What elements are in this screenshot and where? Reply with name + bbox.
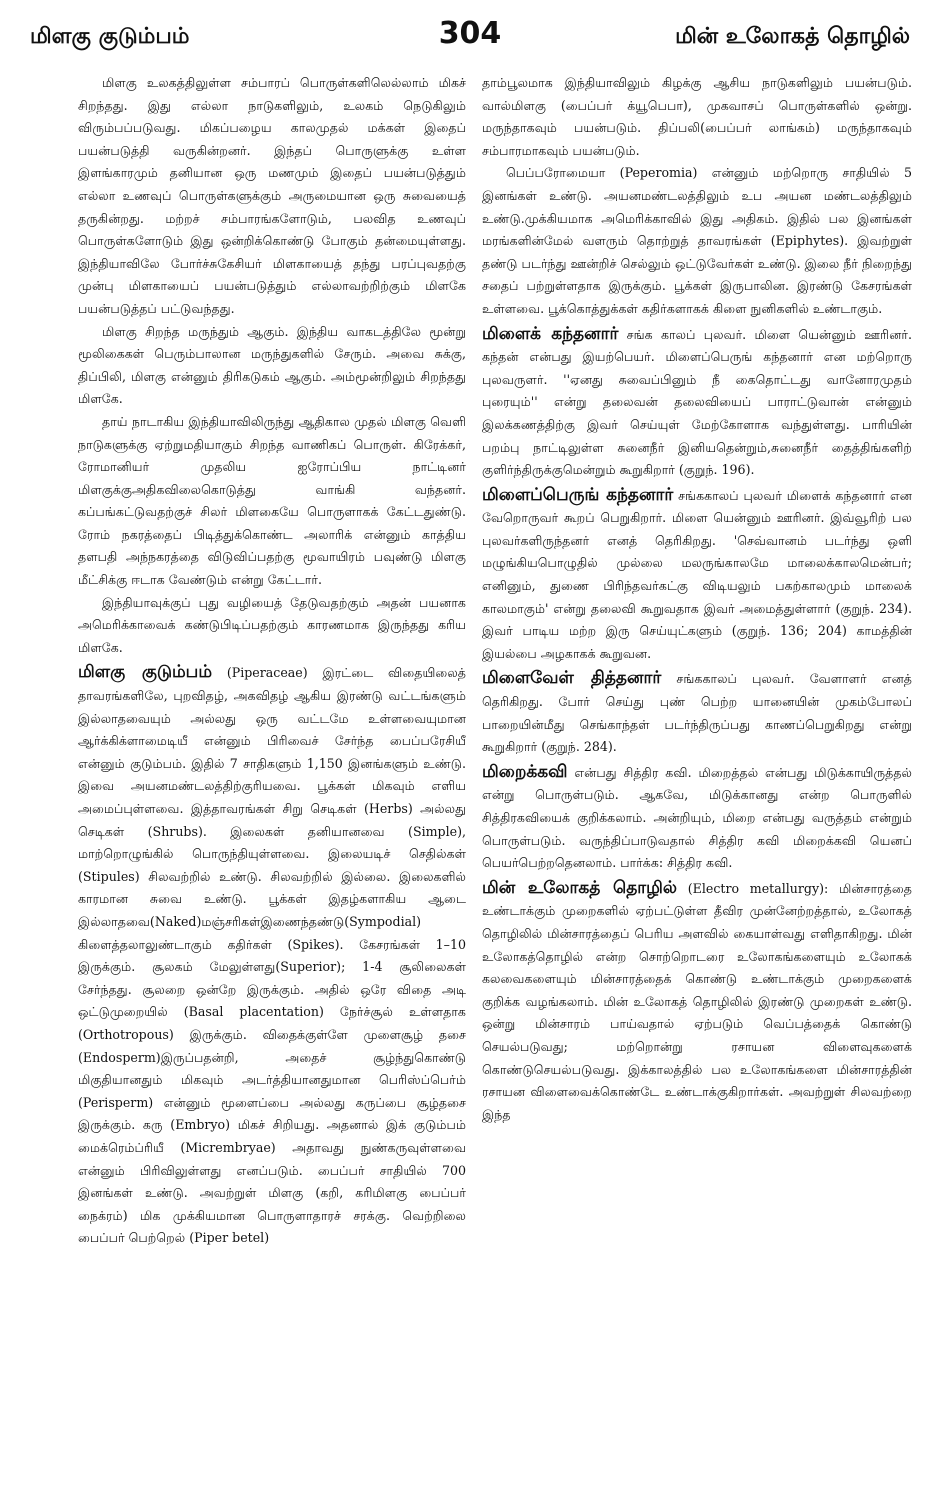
paragraph: தாய் நாடாகிய இந்தியாவிலிருந்து ஆதிகால முதல் மிளகு வெளி நாடுகளுக்கு ஏற்றுமதியாகும் சிறந்த வாணிகப் பொருள். கிரேக்கர், ரோமானியர் முதலிய ஐரோப்பிய நாட்டினர் மிளகுக்குஅதிகவிலைகொடுத்து வாங்கி வந்தனர். கப்பங்கட்டுவதற்குச் சிலர் மிளகையே பொருளாகக் கேட்டதுண்டு. ரோம் நகரத்தைப் பிடித்துக்கொண்ட அலாரிக் என்னும் காத்திய தளபதி அந்நகரத்தை விடுவிப்பதற்கு மூவாயிரம் பவுண்டு மிளகு மீட்சிக்கு ஈடாக வேண்டும் என்று கேட்டார். <box>78 413 466 588</box>
entry <box>482 877 912 1127</box>
entry-text: என்பது சித்திர கவி. மிறைத்தல் என்பது மிடுக்காயிருத்தல் என்று பொருள்படும். ஆகவே, மிடுக்கானது என்ற பொருளில் சித்திரகவியைக் குறிக்கலாம். அன்றியும், மிறை என்பது வருத்தம் என்றும் பொருள்படும். வருந்திப்பாடுவதால் சித்திர கவி மிறைக்கவி யெனப் பெயர்பெற்றதெனலாம். பார்க்க: சித்திர கவி. <box>482 764 912 871</box>
entry-text: (Electro metallurgy): மின்சாரத்தை உண்டாக்கும் முறைகளில் ஏற்பட்டுள்ள தீவிர முன்னேற்றத்தால், உலோகத் தொழிலில் மின்சாரத்தைப் பெரிய அளவில் கையாள்வது எளிதாகிறது. மின் உலோகத்தொழில் என்ற சொற்றொடரை உலோகங்களையும் உலோகக் கலவைகளையும் மின்சாரத்தைக் கொண்டு உண்டாக்கும் முறைகளைக் குறிக்க வழங்கலாம். மின் உலோகத் தொழிலில் இரண்டு முறைகள் உண்டு. ஒன்று மின்சாரம் பாய்வதால் ஏற்படும் வெப்பத்தைக் கொண்டு செயல்படுவது; மற்றொன்று ரசாயன விளைவுகளைக் கொண்டுசெயல்படுவது. இக்காலத்தில் பல உலோகங்களை மின்சாரத்தின் ரசாயன விளைவைக்கொண்டே உண்டாக்குகிறார்கள். அவற்றுள் சிலவற்றை இந்த <box>482 880 912 1122</box>
entry-headword: மிளகு குடும்பம் <box>78 662 213 683</box>
paragraph: பெப்பரோமையா (Peperomia) என்னும் மற்றொரு சாதியில் 5 இனங்கள் உண்டு. அயனமண்டலத்திலும் உப அயன மண்டலத்திலும் உண்டு.முக்கியமாக அமெரிக்காவில் இது அதிகம். இதில் பல இனங்கள் மரங்களின்மேல் வளரும் தொற்றுத் தாவரங்கள் (Epiphytes). இவற்றுள் தண்டு படர்ந்து ஊன்றிச் செல்லும் ஒட்டுவேர்கள் உண்டு. இலை நீர் நிறைந்து சதைப் பற்றுள்ளதாக இருக்கும். பூக்கள் இருபாலின. இரண்டு கேசரங்கள் உள்ளவை. பூக்கொத்துக்கள் கதிர்களாகக் கிளை நுனிகளில் உண்டாகும். <box>482 165 912 316</box>
entry-headword: மிளைக் கந்தனார் <box>482 323 619 344</box>
paragraph: தாம்பூலமாக இந்தியாவிலும் கிழக்கு ஆசிய நாடுகளிலும் பயன்படும். வால்மிளகு (பைப்பர் க்யூபெபா), முகவாசப் பொருள்களில் ஒன்று. மருந்தாகவும் பயன்படும். திப்பலி(பைப்பர் லாங்கம்) மருந்தாகவும் சம்பாரமாகவும் பயன்படும். <box>482 75 912 158</box>
entry-text: சங்க காலப் புலவர். மிளை யென்னும் ஊரினர். கந்தன் என்பது இயற்பெயர். மிளைப்பெருங் கந்தனார் என மற்றொரு புலவருளர். ''ஏனது சுவைப்பினும் நீ கைதொட்டது வானோரமுதம் புரையும்'' என்று தலைவன் தலைவியைப் பாராட்டுவான் என்னும் இலக்கணத்திற்கு இவர் செய்யுள் மேற்கோளாக வந்துள்ளது. பாரியின் பறம்பு நாட்டிலுள்ள சுனைநீர் இனியதென்றும்,சுனைநீர் தைத்திங்களிற் குளிர்ந்திருக்குமென்றும் கூறுகிறார் (குறுந். 196). <box>482 326 912 478</box>
paragraph: மிளகு உலகத்திலுள்ள சம்பாரப் பொருள்களிலெல்லாம் மிகச் சிறந்தது. இது எல்லா நாடுகளிலும், உலகம் நெடுகிலும் விரும்பப்படுவது. மிகப்பழைய காலமுதல் மக்கள் இதைப் பயன்படுத்தி வருகின்றனர். இந்தப் பொருளுக்கு உள்ள இளங்காரமும் தனியான ஒரு மணமும் இதைப் பயன்படுத்தும் எல்லா உணவுப் பொருள்களுக்கும் அருமையான ஒரு சுவையைத் தருகின்றது. மற்றச் சம்பாரங்களோடும், பலவித உணவுப் பொருள்களோடும் இது ஒன்றிக்கொண்டு போகும் தன்மையுள்ளது. இந்தியாவிலே போர்ச்சுகேசியர் மிளகாயைத் தந்து பரப்புவதற்கு முன்பு மிளகாயைப் பயன்படுத்தும் எல்லாவற்றிற்கும் மிளகே பயன்படுத்தப் பட்டுவந்தது. <box>78 75 466 316</box>
entry-headword: மின் உலோகத் தொழில் <box>482 877 677 898</box>
right-column <box>482 72 912 1482</box>
header-right-title: மின் உலோகத் தொழில் <box>675 24 910 49</box>
entry <box>482 761 912 875</box>
entry <box>482 667 912 758</box>
entry <box>78 661 466 1249</box>
entry-text: சங்ககாலப் புலவர் மிளைக் கந்தனார் என வேறொருவர் கூறப் பெறுகிறார். மிளை யென்னும் ஊரினர். இவ்வூரிற் பல புலவர்களிருந்தனர் எனத் தெரிகிறது. 'செவ்வானம் படர்ந்து ஒளி மழுங்கியபொழுதில் முல்லை மலருங்காலமே மாலைக்காலமென்பர்; எனினும், துணை பிரிந்தவர்கட்கு விடியலும் பகற்காலமும் மாலைக் காலமாகும்' என்று தலைவி கூறுவதாக இவர் அமைத்துள்ளார் (குறுந். 234). இவர் பாடிய மற்ற இரு செய்யுட்களும் (குறுந். 136; 204) காமத்தின் இயல்பை அழகாகக் கூறுவன. <box>482 487 912 661</box>
page-number: 304 <box>438 16 502 51</box>
entry-text: சங்ககாலப் புலவர். வேளாளர் எனத் தெரிகிறது. போர் செய்து புண் பெற்ற யானையின் முகம்போலப் பாறையின்மீது செங்காந்தள் படர்ந்திருப்பது காணப்பெறுகிறது என்று கூறுகிறார் (குறுந். 284). <box>482 671 912 755</box>
page-header <box>30 14 910 62</box>
entry <box>482 484 912 666</box>
entry-headword: மிளைப்பெருங் கந்தனார் <box>482 484 674 505</box>
entry-headword: மிறைக்கவி <box>482 761 568 782</box>
paragraph: இந்தியாவுக்குப் புது வழியைத் தேடுவதற்கும் அதன் பயனாக அமெரிக்காவைக் கண்டுபிடிப்பதற்கும் காரணமாக இருந்தது கரிய மிளகே. <box>78 594 466 655</box>
left-column <box>78 72 466 1482</box>
paragraph: மிளகு சிறந்த மருந்தும் ஆகும். இந்திய வாகடத்திலே மூன்று மூலிகைகள் பெரும்பாலான மருந்துகளில் சேரும். அவை சுக்கு, திப்பிலி, மிளகு என்னும் திரிகடுகம் ஆகும். அம்மூன்றிலும் சிறந்தது மிளகே. <box>78 323 466 407</box>
entry-text: (Piperaceae) இரட்டை விதையிலைத் தாவரங்களிலே, புறவிதழ், அகவிதழ் ஆகிய இரண்டு வட்டங்களும் இல்லாதவையும் அல்லது ஒரு வட்டமே உள்ளவையுமான ஆர்க்கிக்ளாமைடியீ என்னும் பிரிவைச் சேர்ந்த பைப்பரேசியீ என்னும் குடும்பம். இதில் 7 சாதிகளும் 1,150 இனங்களும் உண்டு. இவை அயனமண்டலத்திற்குரியவை. பூக்கள் மிகவும் எளிய அமைப்புள்ளவை. இத்தாவரங்கள் சிறு செடிகள் (Herbs) அல்லது செடிகள் (Shrubs). இலைகள் தனியானவை (Simple), மாற்றொழுங்கில் பொருந்தியுள்ளவை. இலையடிச் செதில்கள் (Stipules) சிலவற்றில் உண்டு. சிலவற்றில் இல்லை. இலைகளில் காரமான சுவை உண்டு. பூக்கள் இதழ்களாகிய ஆடை இல்லாதவை(Naked)மஞ்சரிகள்இணைந்தண்டு(Sympodial) கிளைத்தலாலுண்டாகும் கதிர்கள் (Spikes). கேசரங்கள் 1–10 இருக்கும். சூலகம் மேலுள்ளது(Superior); 1-4 சூலிலைகள் சேர்ந்தது. சூலறை ஒன்றே இருக்கும். அதில் ஒரே விதை அடி ஒட்டுமுறையில் (Basal placentation) நேர்ச்சூல் உள்ளதாக (Orthotropous) இருக்கும். விதைக்குள்ளே முளைசூழ் தசை (Endosperm)இருப்பதன்றி, அதைச் சூழ்ந்துகொண்டு மிகுதியானதும் மிகவும் அடர்த்தியானதுமான பெரிஸ்ப்பெர்ம் (Perisperm) என்னும் மூளைப்பை அல்லது கருப்பை சூழ்தசை இருக்கும். கரு (Embryo) மிகச் சிறியது. அதனால் இக் குடும்பம் மைக்ரெம்ப்ரியீ (Micrembryae) அதாவது நுண்கருவுள்ளவை என்னும் பிரிவிலுள்ளது எனப்படும். பைப்பர் சாதியில் 700 இனங்கள் உண்டு. அவற்றுள் மிளகு (கறி, கரிமிளகு பைப்பர் நைக்ரம்) மிக முக்கியமான பொருளாதாரச் சரக்கு. வெற்றிலை பைப்பர் பெற்றெல் (Piper betel) <box>78 665 466 1246</box>
entry <box>482 323 912 482</box>
header-left-title: மிளகு குடும்பம் <box>30 24 190 49</box>
entry-headword: மிளைவேள் தித்தனார் <box>482 668 662 689</box>
